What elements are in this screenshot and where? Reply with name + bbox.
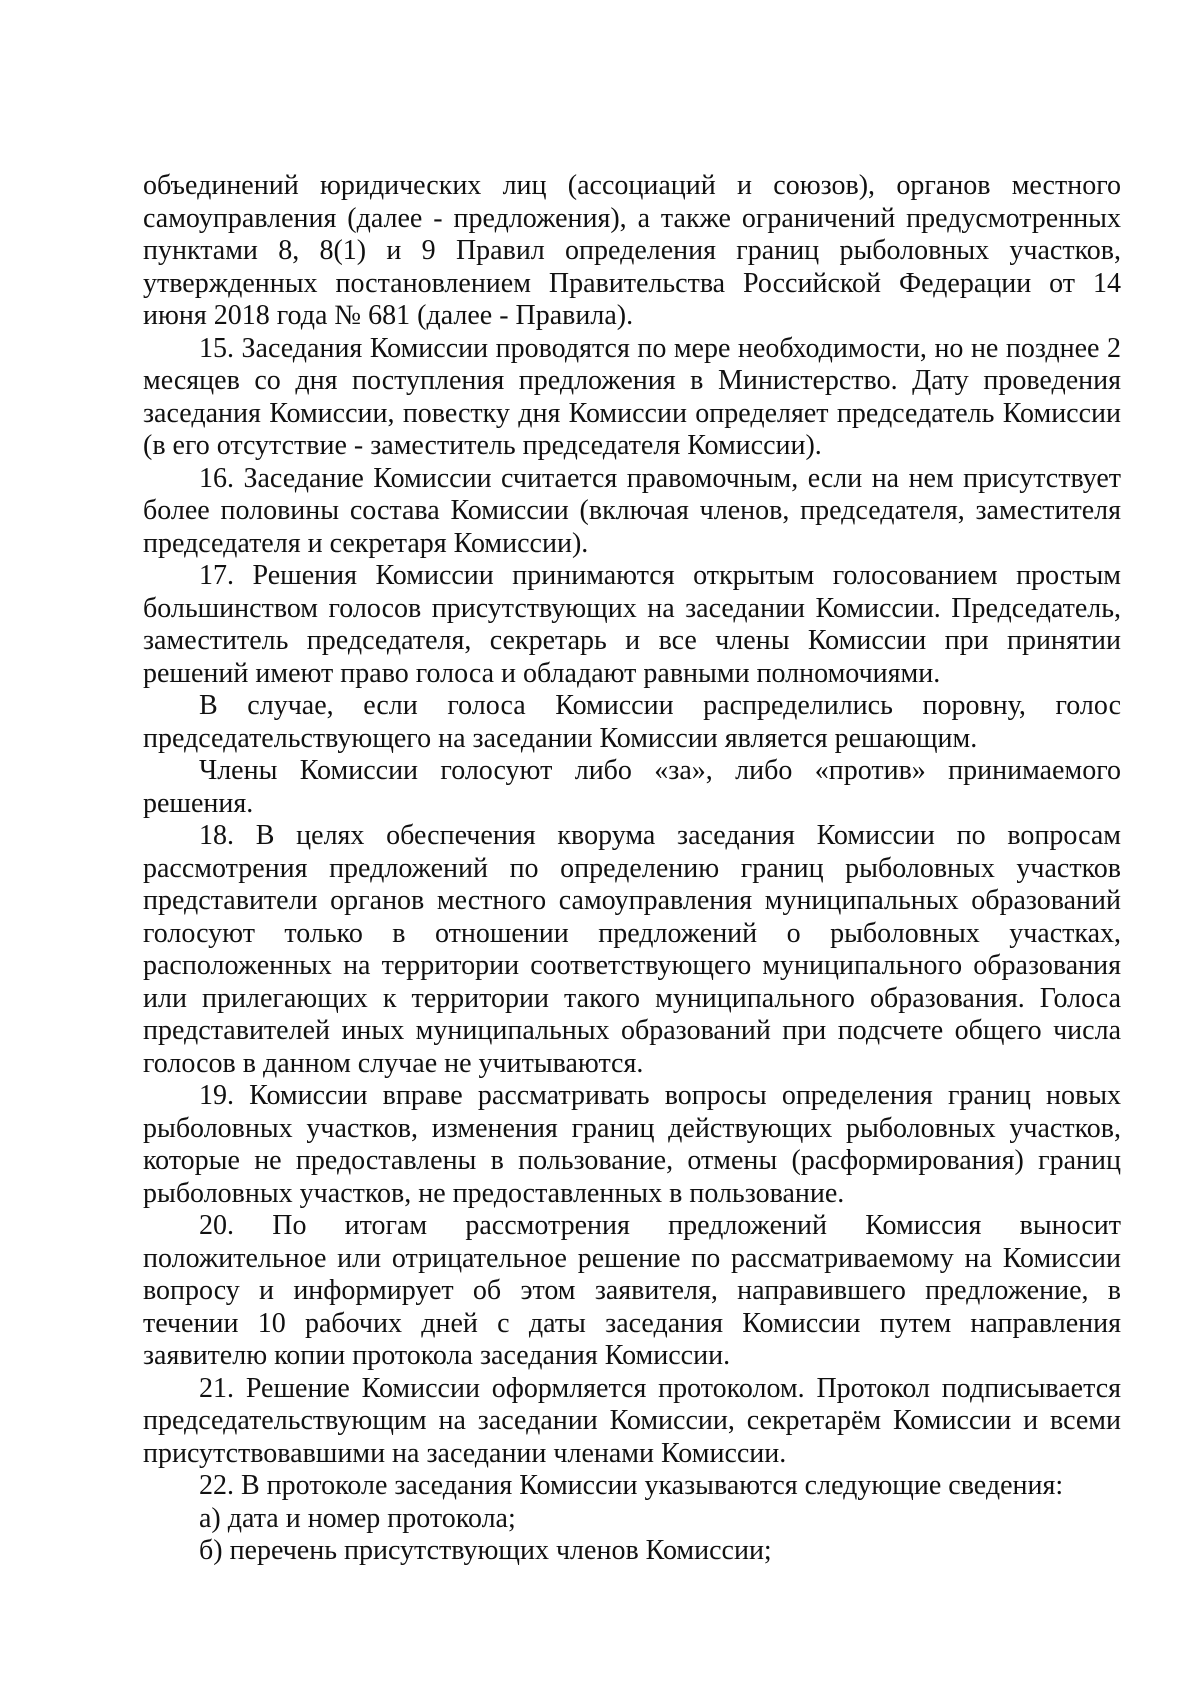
paragraph-17-tie-vote: В случае, если голоса Комиссии распределились поровну, голос председательствующего на заседании Комиссии является решающим. xyxy=(143,690,1121,754)
paragraph-15: 15. Заседания Комиссии проводятся по мере необходимости, но не позднее 2 месяцев со дня поступления предложения в Министерство. Дату проведения заседания Комиссии, повестку дня Комиссии определяет председатель Комиссии (в его отсутствие - заместитель председателя Комиссии). xyxy=(143,332,1121,461)
list-item-a: а) дата и номер протокола; xyxy=(199,1502,516,1534)
paragraph-17: 17. Решения Комиссии принимаются открытым голосованием простым большинством голосов присутствующих на заседании Комиссии. Председатель, заместитель председателя, секретарь и все члены Комиссии при принятии решений имеют право голоса и обладают равными полномочиями. xyxy=(143,560,1121,689)
paragraph-21: 21. Решение Комиссии оформляется протоколом. Протокол подписывается председательствующим на заседании Комиссии, секретарём Комиссии и всеми присутствовавшими на заседании членами Комиссии. xyxy=(143,1372,1121,1469)
paragraph-19: 19. Комиссии вправе рассматривать вопросы определения границ новых рыболовных участков, изменения границ действующих рыболовных участков, которые не предоставлены в пользование, отмены (расформирования) границ рыболовных участков, не предоставленных в пользование. xyxy=(143,1080,1121,1209)
paragraph-18: 18. В целях обеспечения кворума заседания Комиссии по вопросам рассмотрения предложений по определению границ рыболовных участков представители органов местного самоуправления муниципальных образований голосуют только в отношении предложений о рыболовных участках, расположенных на территории соответствующего муниципального образования или прилегающих к территории такого муниципального образования. Голоса представителей иных муниципальных образований при подсчете общего числа голосов в данном случае не учитываются. xyxy=(143,820,1121,1079)
paragraph-17-voting: Члены Комиссии голосуют либо «за», либо «против» принимаемого решения. xyxy=(143,755,1121,819)
paragraph-20: 20. По итогам рассмотрения предложений Комиссия выносит положительное или отрицательное решение по рассматриваемому на Комиссии вопросу и информирует об этом заявителя, направившего предложение, в течении 10 рабочих дней с даты заседания Комиссии путем направления заявителю копии протокола заседания Комиссии. xyxy=(143,1210,1121,1371)
list-item-b: б) перечень присутствующих членов Комиссии; xyxy=(199,1535,772,1566)
document-body xyxy=(143,170,1121,1568)
paragraph-16: 16. Заседание Комиссии считается правомочным, если на нем присутствует более половины состава Комиссии (включая членов, председателя, заместителя председателя и секретаря Комиссии). xyxy=(143,462,1121,559)
paragraph-22: 22. В протоколе заседания Комиссии указываются следующие сведения: xyxy=(199,1470,1064,1501)
paragraph-continuation: объединений юридических лиц (ассоциаций и союзов), органов местного самоуправления (далее - предложения), а также ограничений предусмотренных пунктами 8, 8(1) и 9 Правил определения границ рыболовных участков, утвержденных постановлением Правительства Российской Федерации от 14 июня 2018 года № 681 (далее - Правила). xyxy=(143,170,1121,331)
